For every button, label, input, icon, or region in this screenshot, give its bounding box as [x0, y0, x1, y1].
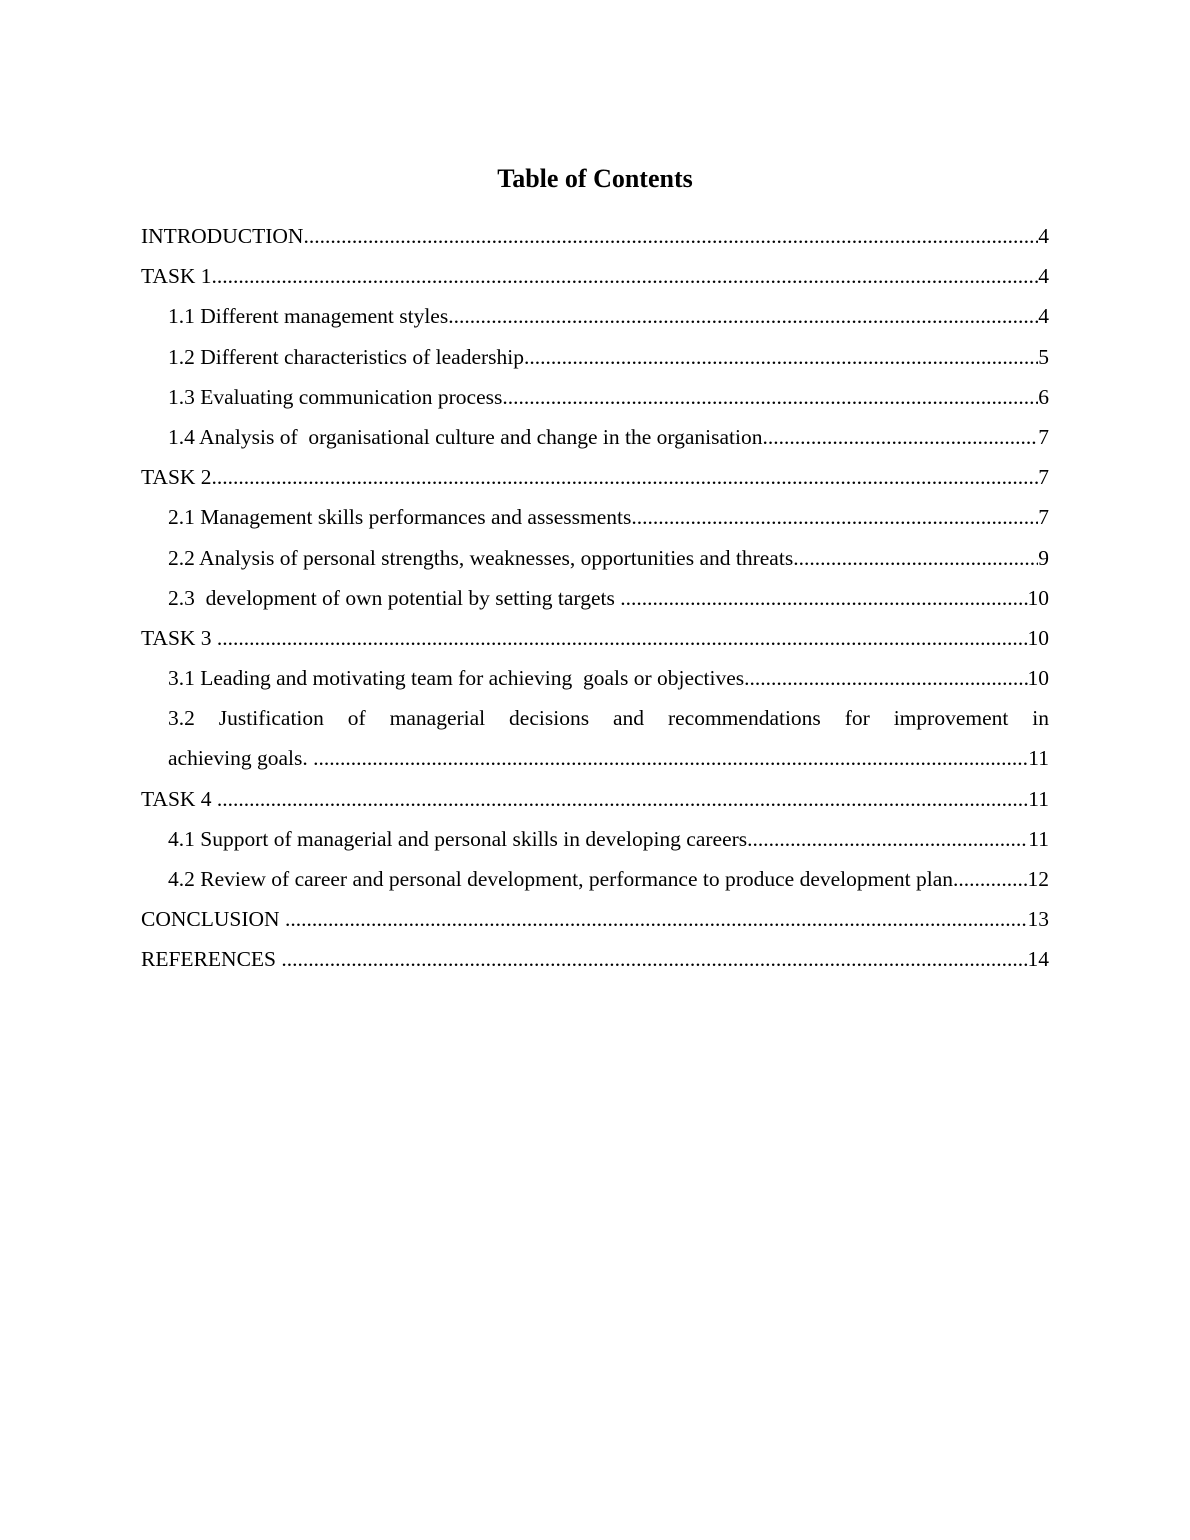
toc-entry-conclusion[interactable]: [141, 899, 1049, 939]
toc-entry-3-1[interactable]: [141, 658, 1049, 698]
dot-leader: [620, 578, 1027, 618]
toc-entry-label: 1.3 Evaluating communication process: [168, 384, 503, 409]
toc-entry-introduction[interactable]: [141, 216, 1049, 256]
toc-entry-3-2[interactable]: [141, 698, 1049, 778]
toc-entry-label: 4.1 Support of managerial and personal skills in developing careers: [168, 826, 748, 851]
toc-page-number: 12: [1027, 867, 1049, 891]
toc-entry-4-2[interactable]: [141, 859, 1049, 899]
dot-leader: [747, 819, 1028, 859]
toc-page-number: 11: [1028, 826, 1049, 851]
dot-leader: [285, 899, 1028, 939]
toc-page-number: 4: [1038, 264, 1049, 289]
toc-entry-label: 4.2 Review of career and personal development, performance to produce development plan.: [168, 867, 959, 891]
dot-leader: [212, 256, 1039, 296]
toc-entry-1-4[interactable]: [141, 417, 1049, 457]
dot-leader: [524, 337, 1038, 377]
dot-leader: [502, 377, 1038, 417]
toc-entry-label-line-2-row: [168, 738, 1049, 778]
toc-entry-1-2[interactable]: [141, 337, 1049, 377]
toc-page-number: 6: [1038, 384, 1049, 409]
toc-entry-label-line-2: achieving goals.: [168, 746, 314, 771]
toc-entry-label: 1.1 Different management styles: [168, 304, 449, 329]
dot-leader: [212, 457, 1039, 497]
toc-entry-label: TASK 1: [141, 264, 212, 289]
toc-entry-label: 2.1 Management skills performances and assessments: [168, 505, 632, 530]
toc-page-number: 11: [1028, 786, 1049, 811]
toc-title: Table of Contents: [497, 164, 693, 193]
toc-page-number: 7: [1038, 424, 1049, 449]
toc-page-number: 7: [1038, 505, 1049, 530]
toc-page-number: 13: [1027, 907, 1049, 932]
toc-entry-label: 1.4 Analysis of organisational culture and change in the organisation: [168, 424, 763, 449]
table-of-contents: [141, 216, 1049, 980]
dot-leader: [303, 216, 1038, 256]
dot-leader: [313, 738, 1028, 778]
toc-page-number: 7: [1038, 465, 1049, 490]
toc-entry-task-1[interactable]: [141, 256, 1049, 296]
dot-leader: [744, 658, 1027, 698]
toc-entry-label: CONCLUSION: [141, 907, 285, 932]
toc-entry-4-1[interactable]: [141, 819, 1049, 859]
dot-leader: [281, 939, 1027, 979]
toc-entry-label: 2.2 Analysis of personal strengths, weaknesses, opportunities and threats: [168, 545, 794, 570]
toc-page-number: 9: [1038, 545, 1049, 570]
toc-entry-2-3[interactable]: [141, 578, 1049, 618]
toc-entry-1-3[interactable]: [141, 377, 1049, 417]
toc-page-number: 14: [1027, 947, 1049, 972]
dot-leader: [793, 538, 1038, 578]
toc-entry-label: REFERENCES: [141, 947, 282, 972]
toc-entry-task-4[interactable]: [141, 779, 1049, 819]
toc-entry-label: TASK 4: [141, 786, 217, 811]
toc-entry-2-1[interactable]: [141, 497, 1049, 537]
toc-entry-task-3[interactable]: [141, 618, 1049, 658]
toc-entry-task-2[interactable]: [141, 457, 1049, 497]
toc-page-number: 10: [1027, 625, 1049, 650]
dot-leader: [958, 859, 1027, 899]
toc-entry-label-line-1: 3.2 Justification of managerial decisions and recommendations for improvement in: [168, 706, 1049, 731]
toc-entry-label: INTRODUCTION: [141, 224, 304, 248]
toc-entry-label: 3.1 Leading and motivating team for achieving goals or objectives: [168, 666, 745, 691]
dot-leader: [217, 618, 1028, 658]
toc-entry-references[interactable]: [141, 939, 1049, 979]
dot-leader: [763, 417, 1039, 457]
toc-entry-label: 1.2 Different characteristics of leadership: [168, 344, 524, 369]
dot-leader: [448, 296, 1038, 336]
toc-entry-label: TASK 3: [141, 625, 217, 650]
toc-entry-1-1[interactable]: [141, 296, 1049, 336]
toc-page-number: 4: [1038, 224, 1049, 248]
toc-entry-2-2[interactable]: [141, 538, 1049, 578]
dot-leader: [217, 779, 1028, 819]
toc-entry-label: TASK 2: [141, 465, 212, 490]
toc-page-number: 10: [1027, 666, 1049, 691]
toc-page-number: 10: [1027, 585, 1049, 610]
toc-entry-label: 2.3 development of own potential by setting targets: [168, 585, 621, 610]
dot-leader: [631, 497, 1038, 537]
toc-page-number: 11: [1028, 746, 1049, 771]
toc-page-number: 5: [1038, 344, 1049, 369]
toc-page-number: 4: [1038, 304, 1049, 329]
